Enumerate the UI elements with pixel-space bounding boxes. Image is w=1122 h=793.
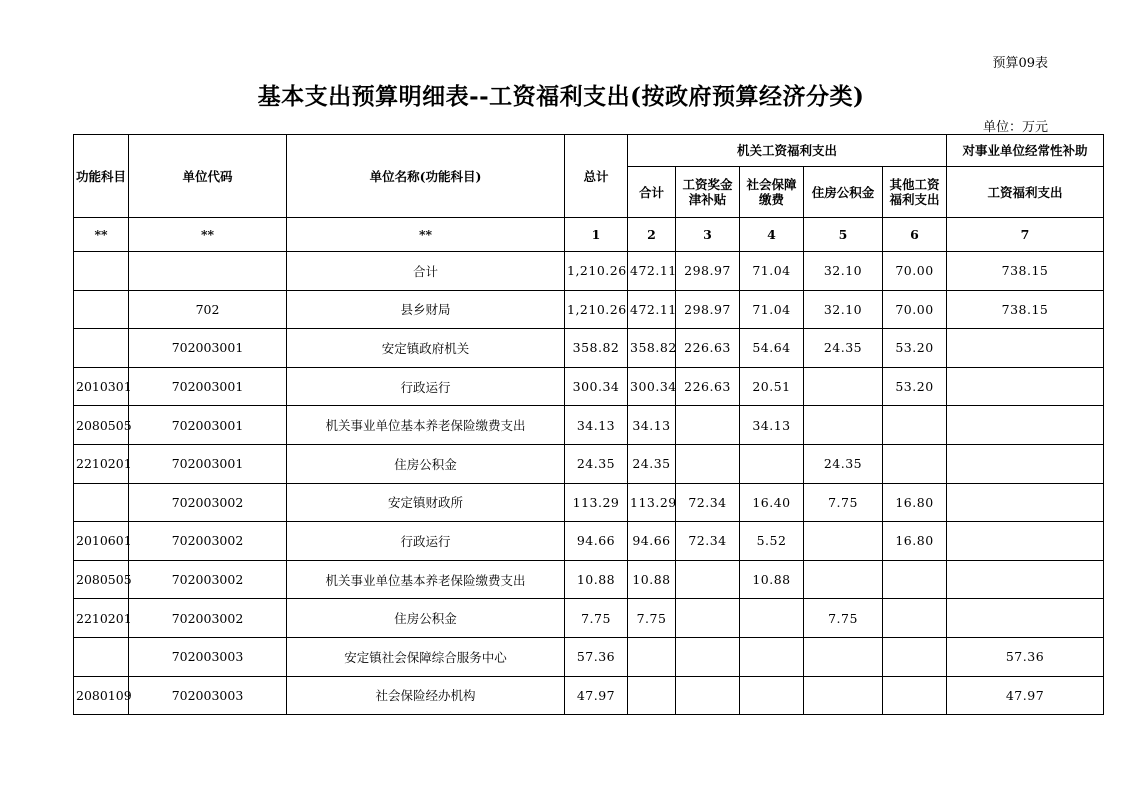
- col-group-inst-subsidy: 对事业单位经常性补助: [947, 135, 1104, 167]
- total-cell: 57.36: [565, 637, 628, 676]
- total-cell: 113.29: [565, 483, 628, 522]
- social-security-cell: [740, 676, 804, 715]
- inst-welfare-cell: 47.97: [947, 676, 1104, 715]
- index-cell: 7: [947, 218, 1104, 252]
- unit-code-cell: 702003002: [129, 599, 287, 638]
- table-row: [74, 483, 1104, 522]
- housing-fund-cell: 7.75: [804, 599, 883, 638]
- unit-name-cell: 机关事业单位基本养老保险缴费支出: [287, 406, 565, 445]
- unit-code-cell: 702003003: [129, 676, 287, 715]
- other-welfare-cell: [883, 676, 947, 715]
- housing-fund-cell: [804, 676, 883, 715]
- housing-fund-cell: 32.10: [804, 252, 883, 291]
- subtotal-cell: 10.88: [628, 560, 676, 599]
- inst-welfare-cell: [947, 329, 1104, 368]
- other-welfare-cell: 53.20: [883, 367, 947, 406]
- inst-welfare-cell: 57.36: [947, 637, 1104, 676]
- func-code-cell: 2080109: [74, 676, 129, 715]
- unit-code-cell: 702: [129, 290, 287, 329]
- index-row: [74, 218, 1104, 252]
- other-welfare-cell: [883, 444, 947, 483]
- table-row: [74, 560, 1104, 599]
- housing-fund-cell: 24.35: [804, 329, 883, 368]
- salary-cell: 226.63: [676, 367, 740, 406]
- col-header-total: 总计: [565, 135, 628, 218]
- total-cell: 300.34: [565, 367, 628, 406]
- salary-cell: 226.63: [676, 329, 740, 368]
- other-welfare-cell: 70.00: [883, 252, 947, 291]
- total-cell: 47.97: [565, 676, 628, 715]
- social-security-cell: [740, 637, 804, 676]
- other-welfare-cell: [883, 637, 947, 676]
- unit-code-cell: 702003001: [129, 406, 287, 445]
- index-cell: **: [74, 218, 129, 252]
- table-row: [74, 599, 1104, 638]
- table-row: [74, 329, 1104, 368]
- housing-fund-cell: [804, 367, 883, 406]
- inst-welfare-cell: [947, 444, 1104, 483]
- subtotal-cell: 472.11: [628, 252, 676, 291]
- unit-name-cell: 安定镇政府机关: [287, 329, 565, 368]
- func-code-cell: 2080505: [74, 560, 129, 599]
- col-header-inst-welfare: 工资福利支出: [947, 167, 1104, 218]
- index-cell: 5: [804, 218, 883, 252]
- housing-fund-cell: [804, 637, 883, 676]
- table-row: [74, 637, 1104, 676]
- salary-cell: 72.34: [676, 522, 740, 561]
- index-cell: **: [129, 218, 287, 252]
- salary-cell: [676, 599, 740, 638]
- inst-welfare-cell: [947, 406, 1104, 445]
- unit-code-cell: [129, 252, 287, 291]
- unit-name-cell: 住房公积金: [287, 444, 565, 483]
- subtotal-cell: [628, 676, 676, 715]
- unit-name-cell: 安定镇社会保障综合服务中心: [287, 637, 565, 676]
- subtotal-cell: 34.13: [628, 406, 676, 445]
- subtotal-cell: 472.11: [628, 290, 676, 329]
- salary-cell: 298.97: [676, 252, 740, 291]
- unit-code-cell: 702003001: [129, 329, 287, 368]
- inst-welfare-cell: [947, 560, 1104, 599]
- unit-name-cell: 合计: [287, 252, 565, 291]
- social-security-cell: 5.52: [740, 522, 804, 561]
- table-row: [74, 406, 1104, 445]
- housing-fund-cell: [804, 560, 883, 599]
- col-header-housing-fund: 住房公积金: [804, 167, 883, 218]
- unit-name-cell: 行政运行: [287, 367, 565, 406]
- budget-table: [73, 134, 1104, 715]
- table-row: [74, 367, 1104, 406]
- other-welfare-cell: 53.20: [883, 329, 947, 368]
- col-group-org-welfare: 机关工资福利支出: [628, 135, 947, 167]
- total-cell: 94.66: [565, 522, 628, 561]
- subtotal-cell: 358.82: [628, 329, 676, 368]
- index-cell: 2: [628, 218, 676, 252]
- total-cell: 34.13: [565, 406, 628, 445]
- social-security-cell: 71.04: [740, 252, 804, 291]
- form-number: 预算09表: [992, 56, 1048, 71]
- other-welfare-cell: 16.80: [883, 483, 947, 522]
- salary-cell: [676, 406, 740, 445]
- index-cell: **: [287, 218, 565, 252]
- func-code-cell: [74, 637, 129, 676]
- salary-cell: [676, 676, 740, 715]
- table-row: [74, 676, 1104, 715]
- func-code-cell: 2080505: [74, 406, 129, 445]
- page-title: 基本支出预算明细表--工资福利支出(按政府预算经济分类): [257, 83, 865, 110]
- unit-name-cell: 住房公积金: [287, 599, 565, 638]
- unit-code-cell: 702003002: [129, 483, 287, 522]
- total-cell: 10.88: [565, 560, 628, 599]
- total-cell: 1,210.26: [565, 252, 628, 291]
- unit-code-cell: 702003002: [129, 560, 287, 599]
- inst-welfare-cell: [947, 599, 1104, 638]
- func-code-cell: 2210201: [74, 599, 129, 638]
- subtotal-cell: [628, 637, 676, 676]
- inst-welfare-cell: 738.15: [947, 290, 1104, 329]
- social-security-cell: [740, 444, 804, 483]
- func-code-cell: 2010301: [74, 367, 129, 406]
- social-security-cell: 10.88: [740, 560, 804, 599]
- col-header-subtotal: 合计: [628, 167, 676, 218]
- salary-cell: 72.34: [676, 483, 740, 522]
- unit-name-cell: 县乡财局: [287, 290, 565, 329]
- func-code-cell: 2210201: [74, 444, 129, 483]
- other-welfare-cell: 70.00: [883, 290, 947, 329]
- housing-fund-cell: [804, 406, 883, 445]
- social-security-cell: 54.64: [740, 329, 804, 368]
- other-welfare-cell: 16.80: [883, 522, 947, 561]
- func-code-cell: [74, 290, 129, 329]
- inst-welfare-cell: [947, 367, 1104, 406]
- func-code-cell: [74, 329, 129, 368]
- salary-cell: [676, 444, 740, 483]
- index-cell: 3: [676, 218, 740, 252]
- inst-welfare-cell: 738.15: [947, 252, 1104, 291]
- inst-welfare-cell: [947, 522, 1104, 561]
- unit-label: 单位：万元: [982, 120, 1048, 135]
- col-header-salary: 工资奖金津补贴: [676, 167, 740, 218]
- table-row: [74, 444, 1104, 483]
- index-cell: 1: [565, 218, 628, 252]
- unit-name-cell: 行政运行: [287, 522, 565, 561]
- table-row: [74, 522, 1104, 561]
- housing-fund-cell: 32.10: [804, 290, 883, 329]
- other-welfare-cell: [883, 560, 947, 599]
- col-header-func-code: 功能科目: [74, 135, 129, 218]
- total-cell: 7.75: [565, 599, 628, 638]
- subtotal-cell: 24.35: [628, 444, 676, 483]
- unit-name-cell: 机关事业单位基本养老保险缴费支出: [287, 560, 565, 599]
- col-header-social-security: 社会保障缴费: [740, 167, 804, 218]
- col-header-other-welfare: 其他工资福利支出: [883, 167, 947, 218]
- social-security-cell: [740, 599, 804, 638]
- func-code-cell: [74, 252, 129, 291]
- unit-name-cell: 社会保险经办机构: [287, 676, 565, 715]
- other-welfare-cell: [883, 406, 947, 445]
- table-row: [74, 290, 1104, 329]
- other-welfare-cell: [883, 599, 947, 638]
- housing-fund-cell: 7.75: [804, 483, 883, 522]
- col-header-unit-name: 单位名称(功能科目): [287, 135, 565, 218]
- subtotal-cell: 113.29: [628, 483, 676, 522]
- unit-code-cell: 702003002: [129, 522, 287, 561]
- col-header-unit-code: 单位代码: [129, 135, 287, 218]
- social-security-cell: 20.51: [740, 367, 804, 406]
- unit-code-cell: 702003001: [129, 444, 287, 483]
- social-security-cell: 34.13: [740, 406, 804, 445]
- salary-cell: [676, 637, 740, 676]
- func-code-cell: [74, 483, 129, 522]
- table-row: [74, 252, 1104, 291]
- housing-fund-cell: [804, 522, 883, 561]
- index-cell: 6: [883, 218, 947, 252]
- unit-code-cell: 702003001: [129, 367, 287, 406]
- total-cell: 358.82: [565, 329, 628, 368]
- index-cell: 4: [740, 218, 804, 252]
- subtotal-cell: 94.66: [628, 522, 676, 561]
- total-cell: 1,210.26: [565, 290, 628, 329]
- salary-cell: 298.97: [676, 290, 740, 329]
- inst-welfare-cell: [947, 483, 1104, 522]
- unit-code-cell: 702003003: [129, 637, 287, 676]
- subtotal-cell: 7.75: [628, 599, 676, 638]
- salary-cell: [676, 560, 740, 599]
- func-code-cell: 2010601: [74, 522, 129, 561]
- total-cell: 24.35: [565, 444, 628, 483]
- subtotal-cell: 300.34: [628, 367, 676, 406]
- social-security-cell: 16.40: [740, 483, 804, 522]
- unit-name-cell: 安定镇财政所: [287, 483, 565, 522]
- social-security-cell: 71.04: [740, 290, 804, 329]
- housing-fund-cell: 24.35: [804, 444, 883, 483]
